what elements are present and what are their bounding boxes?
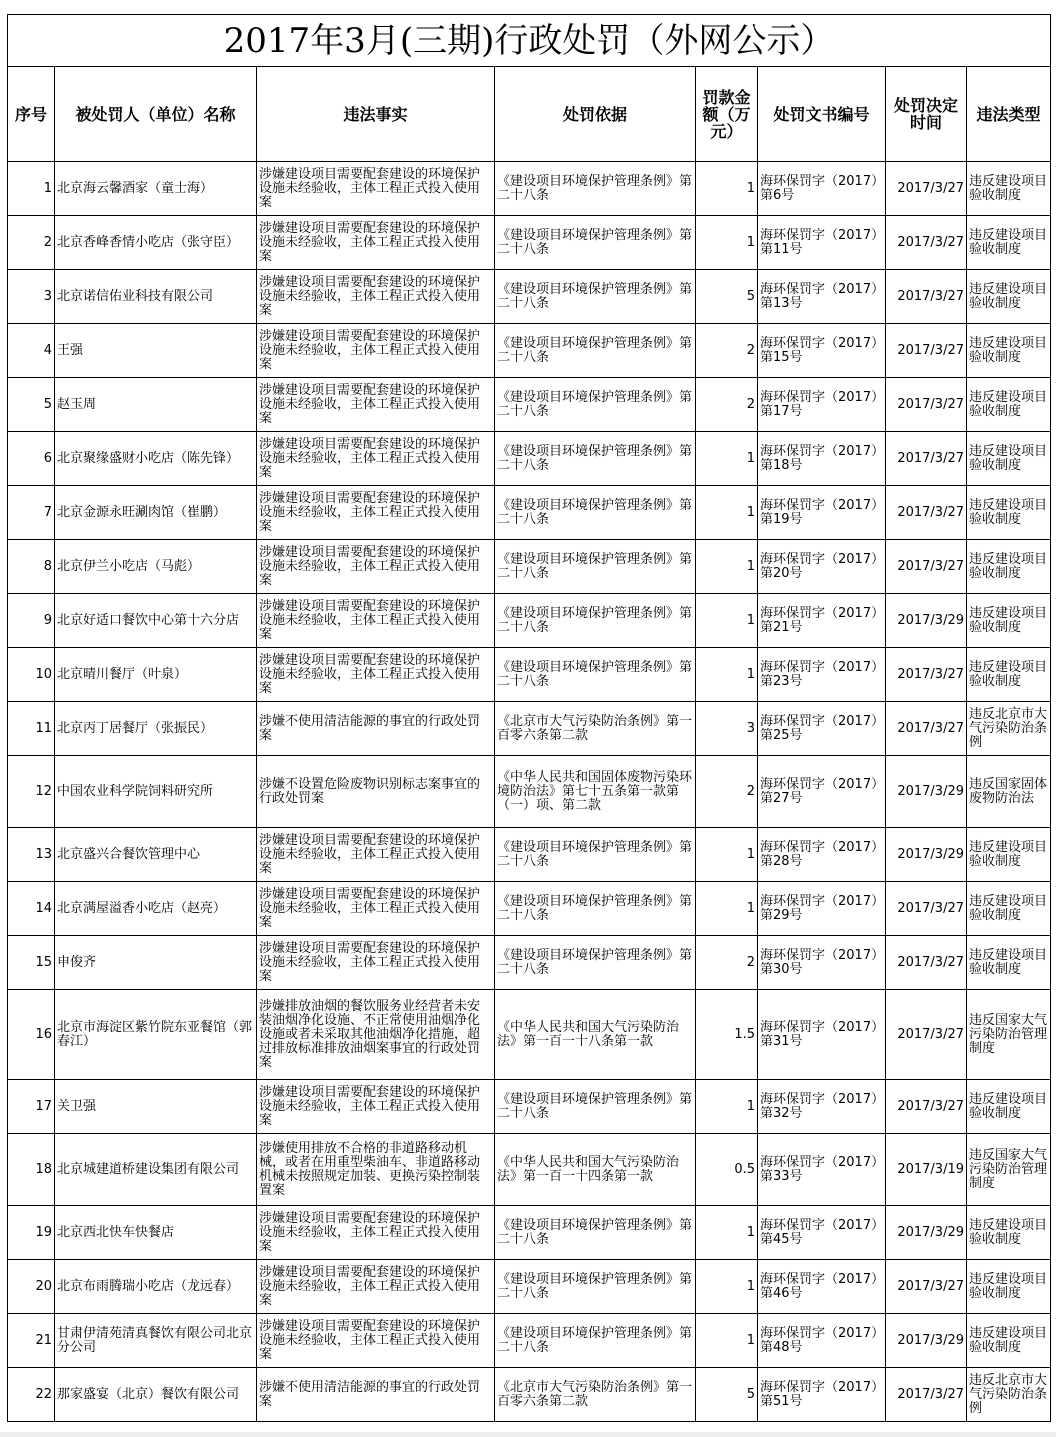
document-number: 海环保罚字（2017）第13号	[758, 270, 886, 324]
col-header-no: 序号	[8, 67, 55, 162]
violation-fact: 涉嫌建设项目需要配套建设的环境保护设施未经验收，主体工程正式投入使用案	[257, 1314, 495, 1368]
violation-fact: 涉嫌建设项目需要配套建设的环境保护设施未经验收，主体工程正式投入使用案	[257, 162, 495, 216]
penalty-basis: 《建设项目环境保护管理条例》第二十八条	[495, 540, 696, 594]
violation-fact: 涉嫌不使用清洁能源的事宜的行政处罚案	[257, 702, 495, 756]
penalty-basis: 《北京市大气污染防治条例》第一百零六条第二款	[495, 702, 696, 756]
row-number: 7	[8, 486, 55, 540]
violation-fact: 涉嫌建设项目需要配套建设的环境保护设施未经验收，主体工程正式投入使用案	[257, 594, 495, 648]
document-number: 海环保罚字（2017）第20号	[758, 540, 886, 594]
decision-date: 2017/3/27	[886, 216, 967, 270]
decision-date: 2017/3/29	[886, 1314, 967, 1368]
document-number: 海环保罚字（2017）第51号	[758, 1368, 886, 1422]
offender-name: 赵玉周	[55, 378, 257, 432]
violation-fact: 涉嫌排放油烟的餐饮服务业经营者未安装油烟净化设施、不正常使用油烟净化设施或者未采取其他油烟净化措施，超过排放标准排放油烟案事宜的行政处罚案	[257, 990, 495, 1080]
violation-fact: 涉嫌使用排放不合格的非道路移动机械，或者在用重型柴油车、非道路移动机械未按照规定加装、更换污染控制装置案	[257, 1134, 495, 1206]
fine-amount: 1	[696, 486, 758, 540]
document-number: 海环保罚字（2017）第32号	[758, 1080, 886, 1134]
table-row	[8, 540, 1051, 594]
violation-fact: 涉嫌建设项目需要配套建设的环境保护设施未经验收，主体工程正式投入使用案	[257, 270, 495, 324]
fine-amount: 1	[696, 1206, 758, 1260]
offender-name: 北京好适口餐饮中心第十六分店	[55, 594, 257, 648]
violation-type: 违反建设项目验收制度	[967, 882, 1051, 936]
decision-date: 2017/3/27	[886, 1260, 967, 1314]
penalty-basis: 《建设项目环境保护管理条例》第二十八条	[495, 1080, 696, 1134]
document-number: 海环保罚字（2017）第15号	[758, 324, 886, 378]
violation-type: 违反建设项目验收制度	[967, 324, 1051, 378]
row-number: 6	[8, 432, 55, 486]
violation-fact: 涉嫌建设项目需要配套建设的环境保护设施未经验收，主体工程正式投入使用案	[257, 648, 495, 702]
col-header-type: 违法类型	[967, 67, 1051, 162]
fine-amount: 1.5	[696, 990, 758, 1080]
page-title: 2017年3月(三期)行政处罚（外网公示）	[8, 15, 1051, 67]
violation-type: 违反建设项目验收制度	[967, 1260, 1051, 1314]
offender-name: 北京丙丁居餐厅（张振民）	[55, 702, 257, 756]
row-number: 15	[8, 936, 55, 990]
document-number: 海环保罚字（2017）第33号	[758, 1134, 886, 1206]
table-row	[8, 378, 1051, 432]
fine-amount: 5	[696, 1368, 758, 1422]
penalty-basis: 《建设项目环境保护管理条例》第二十八条	[495, 216, 696, 270]
table-row	[8, 828, 1051, 882]
penalty-basis: 《建设项目环境保护管理条例》第二十八条	[495, 432, 696, 486]
penalty-basis: 《建设项目环境保护管理条例》第二十八条	[495, 270, 696, 324]
row-number: 14	[8, 882, 55, 936]
offender-name: 关卫强	[55, 1080, 257, 1134]
row-number: 18	[8, 1134, 55, 1206]
row-number: 12	[8, 756, 55, 828]
penalty-basis: 《建设项目环境保护管理条例》第二十八条	[495, 324, 696, 378]
fine-amount: 1	[696, 1260, 758, 1314]
fine-amount: 2	[696, 324, 758, 378]
violation-fact: 涉嫌建设项目需要配套建设的环境保护设施未经验收，主体工程正式投入使用案	[257, 540, 495, 594]
offender-name: 北京市海淀区紫竹院东亚餐馆（郭春江）	[55, 990, 257, 1080]
violation-fact: 涉嫌建设项目需要配套建设的环境保护设施未经验收，主体工程正式投入使用案	[257, 882, 495, 936]
violation-type: 违反北京市大气污染防治条例	[967, 1368, 1051, 1422]
table-row	[8, 756, 1051, 828]
violation-type: 违反国家固体废物防治法	[967, 756, 1051, 828]
decision-date: 2017/3/27	[886, 648, 967, 702]
fine-amount: 2	[696, 936, 758, 990]
document-number: 海环保罚字（2017）第48号	[758, 1314, 886, 1368]
violation-fact: 涉嫌建设项目需要配套建设的环境保护设施未经验收，主体工程正式投入使用案	[257, 828, 495, 882]
decision-date: 2017/3/27	[886, 378, 967, 432]
violation-fact: 涉嫌建设项目需要配套建设的环境保护设施未经验收，主体工程正式投入使用案	[257, 1080, 495, 1134]
table-row	[8, 1314, 1051, 1368]
col-header-basis: 处罚依据	[495, 67, 696, 162]
offender-name: 北京海云馨酒家（童士海）	[55, 162, 257, 216]
document-number: 海环保罚字（2017）第23号	[758, 648, 886, 702]
decision-date: 2017/3/27	[886, 162, 967, 216]
violation-fact: 涉嫌建设项目需要配套建设的环境保护设施未经验收，主体工程正式投入使用案	[257, 486, 495, 540]
decision-date: 2017/3/27	[886, 1368, 967, 1422]
fine-amount: 1	[696, 1314, 758, 1368]
table-row	[8, 882, 1051, 936]
decision-date: 2017/3/27	[886, 270, 967, 324]
penalty-basis: 《中华人民共和国固体废物污染环境防治法》第七十五条第一款第（一）项、第二款	[495, 756, 696, 828]
penalty-basis: 《建设项目环境保护管理条例》第二十八条	[495, 378, 696, 432]
decision-date: 2017/3/27	[886, 432, 967, 486]
document-number: 海环保罚字（2017）第11号	[758, 216, 886, 270]
fine-amount: 5	[696, 270, 758, 324]
violation-fact: 涉嫌建设项目需要配套建设的环境保护设施未经验收，主体工程正式投入使用案	[257, 216, 495, 270]
table-row	[8, 270, 1051, 324]
decision-date: 2017/3/27	[886, 702, 967, 756]
row-number: 19	[8, 1206, 55, 1260]
offender-name: 北京城建道桥建设集团有限公司	[55, 1134, 257, 1206]
offender-name: 那家盛宴（北京）餐饮有限公司	[55, 1368, 257, 1422]
violation-type: 违反建设项目验收制度	[967, 432, 1051, 486]
violation-type: 违反国家大气污染防治管理制度	[967, 990, 1051, 1080]
table-row	[8, 1368, 1051, 1422]
decision-date: 2017/3/27	[886, 882, 967, 936]
col-header-amount: 罚款金额（万元）	[696, 67, 758, 162]
violation-type: 违反建设项目验收制度	[967, 378, 1051, 432]
offender-name: 北京诺信佑业科技有限公司	[55, 270, 257, 324]
fine-amount: 1	[696, 648, 758, 702]
offender-name: 北京满屋溢香小吃店（赵亮）	[55, 882, 257, 936]
fine-amount: 1	[696, 828, 758, 882]
row-number: 3	[8, 270, 55, 324]
penalty-basis: 《建设项目环境保护管理条例》第二十八条	[495, 486, 696, 540]
violation-type: 违反建设项目验收制度	[967, 1314, 1051, 1368]
violation-fact: 涉嫌建设项目需要配套建设的环境保护设施未经验收，主体工程正式投入使用案	[257, 1260, 495, 1314]
fine-amount: 3	[696, 702, 758, 756]
row-number: 2	[8, 216, 55, 270]
fine-amount: 1	[696, 162, 758, 216]
fine-amount: 1	[696, 882, 758, 936]
violation-type: 违反建设项目验收制度	[967, 1206, 1051, 1260]
penalty-basis: 《建设项目环境保护管理条例》第二十八条	[495, 882, 696, 936]
bottom-strip	[0, 1432, 1056, 1437]
offender-name: 北京伊兰小吃店（马彪）	[55, 540, 257, 594]
table-row	[8, 486, 1051, 540]
decision-date: 2017/3/27	[886, 540, 967, 594]
table-row	[8, 1134, 1051, 1206]
document-number: 海环保罚字（2017）第31号	[758, 990, 886, 1080]
decision-date: 2017/3/29	[886, 594, 967, 648]
document-number: 海环保罚字（2017）第28号	[758, 828, 886, 882]
table-row	[8, 702, 1051, 756]
table-row	[8, 1080, 1051, 1134]
table-row	[8, 324, 1051, 378]
decision-date: 2017/3/27	[886, 990, 967, 1080]
violation-type: 违反建设项目验收制度	[967, 936, 1051, 990]
row-number: 1	[8, 162, 55, 216]
row-number: 21	[8, 1314, 55, 1368]
penalty-basis: 《建设项目环境保护管理条例》第二十八条	[495, 936, 696, 990]
row-number: 17	[8, 1080, 55, 1134]
violation-type: 违反建设项目验收制度	[967, 162, 1051, 216]
penalty-basis: 《建设项目环境保护管理条例》第二十八条	[495, 1260, 696, 1314]
penalty-basis: 《建设项目环境保护管理条例》第二十八条	[495, 828, 696, 882]
col-header-date: 处罚决定时间	[886, 67, 967, 162]
offender-name: 甘肃伊清苑清真餐饮有限公司北京分公司	[55, 1314, 257, 1368]
violation-fact: 涉嫌建设项目需要配套建设的环境保护设施未经验收，主体工程正式投入使用案	[257, 324, 495, 378]
fine-amount: 1	[696, 432, 758, 486]
offender-name: 北京香峰香情小吃店（张守臣）	[55, 216, 257, 270]
document-number: 海环保罚字（2017）第46号	[758, 1260, 886, 1314]
decision-date: 2017/3/29	[886, 1206, 967, 1260]
penalty-basis: 《建设项目环境保护管理条例》第二十八条	[495, 1314, 696, 1368]
document-number: 海环保罚字（2017）第45号	[758, 1206, 886, 1260]
offender-name: 中国农业科学院饲料研究所	[55, 756, 257, 828]
offender-name: 北京金源永旺涮肉馆（崔鹏）	[55, 486, 257, 540]
penalty-basis: 《建设项目环境保护管理条例》第二十八条	[495, 594, 696, 648]
row-number: 20	[8, 1260, 55, 1314]
document-number: 海环保罚字（2017）第17号	[758, 378, 886, 432]
violation-type: 违反建设项目验收制度	[967, 486, 1051, 540]
row-number: 9	[8, 594, 55, 648]
offender-name: 北京聚缘盛财小吃店（陈先锋）	[55, 432, 257, 486]
fine-amount: 2	[696, 756, 758, 828]
violation-fact: 涉嫌建设项目需要配套建设的环境保护设施未经验收，主体工程正式投入使用案	[257, 1206, 495, 1260]
violation-type: 违反建设项目验收制度	[967, 648, 1051, 702]
offender-name: 北京盛兴合餐饮管理中心	[55, 828, 257, 882]
document-number: 海环保罚字（2017）第19号	[758, 486, 886, 540]
table-row	[8, 936, 1051, 990]
violation-fact: 涉嫌建设项目需要配套建设的环境保护设施未经验收，主体工程正式投入使用案	[257, 378, 495, 432]
penalty-basis: 《中华人民共和国大气污染防治法》第一百一十八条第一款	[495, 990, 696, 1080]
penalty-basis: 《建设项目环境保护管理条例》第二十八条	[495, 648, 696, 702]
decision-date: 2017/3/27	[886, 486, 967, 540]
offender-name: 北京布雨腾瑞小吃店（龙远春）	[55, 1260, 257, 1314]
violation-type: 违反建设项目验收制度	[967, 828, 1051, 882]
document-number: 海环保罚字（2017）第6号	[758, 162, 886, 216]
document-number: 海环保罚字（2017）第18号	[758, 432, 886, 486]
row-number: 16	[8, 990, 55, 1080]
fine-amount: 2	[696, 378, 758, 432]
document-number: 海环保罚字（2017）第25号	[758, 702, 886, 756]
violation-type: 违反建设项目验收制度	[967, 594, 1051, 648]
table-row	[8, 216, 1051, 270]
decision-date: 2017/3/27	[886, 936, 967, 990]
violation-type: 违反建设项目验收制度	[967, 1080, 1051, 1134]
offender-name: 北京晴川餐厅（叶泉）	[55, 648, 257, 702]
row-number: 13	[8, 828, 55, 882]
table-row	[8, 1260, 1051, 1314]
header-row	[8, 67, 1051, 162]
fine-amount: 1	[696, 1080, 758, 1134]
decision-date: 2017/3/27	[886, 1080, 967, 1134]
offender-name: 王强	[55, 324, 257, 378]
document-number: 海环保罚字（2017）第29号	[758, 882, 886, 936]
violation-fact: 涉嫌不设置危险废物识别标志案事宜的行政处罚案	[257, 756, 495, 828]
decision-date: 2017/3/29	[886, 756, 967, 828]
table-row	[8, 990, 1051, 1080]
violation-type: 违反建设项目验收制度	[967, 270, 1051, 324]
penalty-table	[7, 14, 1051, 1422]
col-header-name: 被处罚人（单位）名称	[55, 67, 257, 162]
decision-date: 2017/3/29	[886, 828, 967, 882]
table-row	[8, 1206, 1051, 1260]
fine-amount: 1	[696, 594, 758, 648]
violation-type: 违反北京市大气污染防治条例	[967, 702, 1051, 756]
violation-type: 违反建设项目验收制度	[967, 216, 1051, 270]
offender-name: 申俊齐	[55, 936, 257, 990]
table-row	[8, 594, 1051, 648]
violation-fact: 涉嫌建设项目需要配套建设的环境保护设施未经验收，主体工程正式投入使用案	[257, 432, 495, 486]
violation-fact: 涉嫌建设项目需要配套建设的环境保护设施未经验收，主体工程正式投入使用案	[257, 936, 495, 990]
violation-type: 违反建设项目验收制度	[967, 540, 1051, 594]
document-number: 海环保罚字（2017）第27号	[758, 756, 886, 828]
decision-date: 2017/3/19	[886, 1134, 967, 1206]
fine-amount: 0.5	[696, 1134, 758, 1206]
violation-type: 违反国家大气污染防治管理制度	[967, 1134, 1051, 1206]
col-header-fact: 违法事实	[257, 67, 495, 162]
col-header-doc: 处罚文书编号	[758, 67, 886, 162]
table-row	[8, 648, 1051, 702]
row-number: 11	[8, 702, 55, 756]
decision-date: 2017/3/27	[886, 324, 967, 378]
document-number: 海环保罚字（2017）第21号	[758, 594, 886, 648]
table-row	[8, 162, 1051, 216]
table-row	[8, 432, 1051, 486]
penalty-basis: 《建设项目环境保护管理条例》第二十八条	[495, 162, 696, 216]
fine-amount: 1	[696, 540, 758, 594]
fine-amount: 1	[696, 216, 758, 270]
violation-fact: 涉嫌不使用清洁能源的事宜的行政处罚案	[257, 1368, 495, 1422]
penalty-basis: 《中华人民共和国大气污染防治法》第一百一十四条第一款	[495, 1134, 696, 1206]
row-number: 22	[8, 1368, 55, 1422]
row-number: 5	[8, 378, 55, 432]
penalty-basis: 《建设项目环境保护管理条例》第二十八条	[495, 1206, 696, 1260]
offender-name: 北京西北快车快餐店	[55, 1206, 257, 1260]
row-number: 10	[8, 648, 55, 702]
row-number: 4	[8, 324, 55, 378]
document-number: 海环保罚字（2017）第30号	[758, 936, 886, 990]
row-number: 8	[8, 540, 55, 594]
penalty-basis: 《北京市大气污染防治条例》第一百零六条第二款	[495, 1368, 696, 1422]
